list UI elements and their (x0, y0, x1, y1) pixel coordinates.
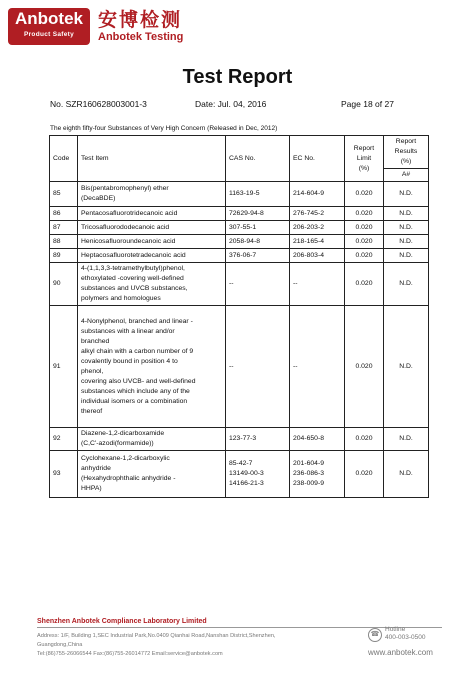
cell-test-item-line: Cyclohexane-1,2-dicarboxylic (81, 455, 170, 462)
cell-ec-line: 236-086-3 (293, 470, 324, 477)
cell-code-line: 87 (53, 223, 61, 231)
cell-result-line: N.D. (399, 280, 413, 287)
cell-test-item-line: (DecaBDE) (81, 195, 116, 202)
cell-test-item-line: substances and UVCB substances, (81, 285, 188, 292)
cell-ec (290, 263, 345, 306)
logo-english-name: Anbotek Testing (98, 31, 184, 43)
cell-result-line: N.D. (399, 251, 413, 259)
table-row (50, 428, 429, 451)
cell-test-item (78, 428, 226, 451)
cell-cas (226, 263, 290, 306)
company-logo (8, 8, 183, 45)
cell-test-item-line: alkyl chain with a carbon number of 9 (81, 347, 194, 355)
cell-test-item (78, 221, 226, 235)
cell-ec (290, 306, 345, 428)
cell-result (384, 451, 429, 498)
cell-code-line: 89 (53, 251, 61, 259)
cell-test-item-line: Pentacosafluorotridecanoic acid (81, 209, 178, 217)
table-row (50, 207, 429, 221)
cell-code-line: 88 (53, 237, 61, 245)
table-row (50, 235, 429, 249)
cell-limit-line: 0.020 (355, 223, 373, 231)
cell-result (384, 207, 429, 221)
cell-cas-line: -- (229, 280, 234, 287)
logo-wordmark (98, 9, 183, 44)
cell-test-item-line: ethoxylated -covering well-defined (81, 275, 184, 282)
cell-test-item-line: covalently bound in position 4 to (81, 357, 178, 365)
cell-limit (345, 182, 384, 207)
cell-limit-line: 0.020 (355, 435, 373, 442)
logo-tagline: Product Safety (23, 31, 75, 38)
cell-test-item-line: 4-(1,1,3,3-tetramethylbutyl)phenol, (81, 265, 185, 272)
cell-ec-line: 201-604-9 (293, 460, 324, 467)
cell-cas (226, 428, 290, 451)
logo-chinese-name: 安博检测 (98, 9, 183, 31)
cell-result (384, 235, 429, 249)
cell-limit-line: 0.020 (355, 362, 373, 370)
logo-brand: Anbotek (15, 9, 83, 28)
cell-result-line: N.D. (399, 190, 413, 197)
cell-code (50, 221, 78, 235)
cell-test-item (78, 182, 226, 207)
table-row (50, 263, 429, 306)
cell-result (384, 306, 429, 428)
cell-ec-line: 218-165-4 (293, 237, 324, 245)
cell-code (50, 451, 78, 498)
cell-result (384, 182, 429, 207)
page-title: Test Report (182, 66, 293, 88)
cell-code (50, 306, 78, 428)
cell-cas-line: 13149-00-3 (229, 470, 264, 477)
cell-cas (226, 306, 290, 428)
cell-test-item-line: HHPA) (81, 485, 102, 492)
cell-code (50, 207, 78, 221)
cell-ec-line: 214-604-9 (293, 190, 324, 197)
cell-cas (226, 182, 290, 207)
cell-ec-line: 206-203-2 (293, 223, 324, 231)
header-limit (345, 136, 384, 182)
table-body (50, 182, 429, 498)
cell-ec (290, 221, 345, 235)
cell-limit (345, 306, 384, 428)
cell-ec-line: 276-745-2 (293, 209, 324, 217)
header-limit-line3: (%) (358, 164, 370, 172)
cell-test-item-line: individual isomers or a combination (81, 397, 188, 405)
cell-limit (345, 428, 384, 451)
cell-result-line: N.D. (399, 237, 413, 245)
cell-ec-line: -- (293, 362, 298, 370)
cell-test-item (78, 263, 226, 306)
header-results (384, 136, 429, 169)
footer-address-line1: Address: 1/F, Building 1,SEC Industrial Park,No.0409 Qianhai Road,Nanshan District,Shenzhen, (37, 633, 276, 639)
cell-ec (290, 249, 345, 263)
header-cas: CAS No. (226, 136, 290, 182)
footer-address (37, 632, 276, 659)
header-limit-line1: Report (353, 144, 375, 152)
cell-cas (226, 235, 290, 249)
cell-limit-line: 0.020 (355, 470, 373, 477)
phone-icon: ☎ (368, 628, 382, 642)
cell-test-item-line: (Hexahydrophthalic anhydride - (81, 475, 176, 482)
cell-limit (345, 221, 384, 235)
header-test-item: Test Item (78, 136, 226, 182)
cell-test-item (78, 249, 226, 263)
cell-cas-line: 307-55-1 (229, 223, 257, 231)
cell-code-line: 93 (53, 470, 61, 477)
report-number: No. SZR160628003001-3 (50, 99, 147, 109)
cell-code (50, 249, 78, 263)
cell-test-item-line: covering also UVCB- and well-defined (81, 377, 196, 385)
cell-test-item (78, 451, 226, 498)
cell-test-item-line: substances which include any of the (81, 387, 190, 395)
cell-code-line: 92 (53, 435, 61, 442)
cell-cas (226, 221, 290, 235)
cell-test-item-line: Bis(pentabromophenyl) ether (81, 185, 169, 192)
header-ec: EC No. (290, 136, 345, 182)
cell-limit-line: 0.020 (355, 237, 373, 245)
cell-cas-line: 85-42-7 (229, 460, 253, 467)
cell-limit (345, 235, 384, 249)
cell-code-line: 86 (53, 209, 61, 217)
cell-cas-line: 123-77-3 (229, 435, 257, 442)
cell-test-item-line: (C,C'-azodi(formamide)) (81, 440, 154, 447)
cell-limit-line: 0.020 (355, 190, 373, 197)
table-row (50, 451, 429, 498)
cell-cas (226, 451, 290, 498)
cell-test-item-line: substances with a linear and/or (81, 327, 175, 335)
cell-cas-line: 72629-94-8 (229, 209, 264, 217)
logo-badge (8, 8, 90, 45)
header-sample: A# (384, 169, 429, 182)
table-row (50, 221, 429, 235)
cell-code-line: 91 (53, 362, 61, 370)
header-code: Code (50, 136, 78, 182)
cell-result-line: N.D. (399, 362, 413, 370)
cell-test-item-line: Tricosafluorododecanoic acid (81, 223, 170, 231)
header-limit-line2: Limit (356, 154, 372, 162)
table-row (50, 306, 429, 428)
cell-cas (226, 207, 290, 221)
table-row (50, 249, 429, 263)
cell-result-line: N.D. (399, 209, 413, 217)
cell-ec-line: 238-009-9 (293, 480, 324, 487)
cell-test-item-line: Henicosafluoroundecanoic acid (81, 237, 176, 245)
footer-hotline-label: Hotline (385, 626, 406, 633)
cell-limit (345, 451, 384, 498)
cell-ec-line: 204-650-8 (293, 435, 324, 442)
cell-cas (226, 249, 290, 263)
page-number: Page 18 of 27 (341, 99, 394, 109)
cell-ec (290, 428, 345, 451)
cell-code-line: 85 (53, 190, 61, 197)
footer-divider (37, 627, 442, 628)
cell-test-item-line: anhydride (81, 465, 111, 472)
cell-limit-line: 0.020 (355, 209, 373, 217)
cell-code (50, 428, 78, 451)
cell-limit (345, 263, 384, 306)
cell-result-line: N.D. (399, 223, 413, 231)
cell-code (50, 235, 78, 249)
cell-result-line: N.D. (399, 470, 413, 477)
cell-test-item-line: branched (81, 337, 110, 345)
header-results-line1: Report Results (394, 138, 418, 155)
cell-cas-line: -- (229, 362, 234, 370)
cell-limit (345, 249, 384, 263)
cell-limit (345, 207, 384, 221)
cell-result-line: N.D. (399, 435, 413, 442)
cell-limit-line: 0.020 (355, 251, 373, 259)
cell-test-item-line: polymers and homologues (81, 295, 161, 302)
cell-cas-line: 376-06-7 (229, 251, 257, 259)
svhc-table (49, 135, 429, 498)
footer-address-line2: Guangdong,China (37, 642, 83, 648)
cell-limit-line: 0.020 (355, 280, 373, 287)
header-results-line2: (%) (400, 158, 412, 165)
footer-hotline-number: 400-003-0500 (385, 634, 426, 641)
cell-code (50, 182, 78, 207)
footer-company: Shenzhen Anbotek Compliance Laboratory Limited (37, 618, 207, 625)
cell-cas-line: 14166-21-3 (229, 480, 264, 487)
cell-test-item (78, 207, 226, 221)
footer-hotline (385, 626, 425, 642)
footer-contact: Tel:(86)755-26066544 Fax:(86)755-26014772 Email:service@anbotek.com (37, 651, 223, 657)
cell-test-item (78, 306, 226, 428)
report-date: Date: Jul. 04, 2016 (195, 99, 267, 109)
cell-test-item-line: 4-Nonylphenol, branched and linear - (81, 317, 193, 325)
cell-test-item-line: thereof (81, 407, 103, 415)
table-caption: The eighth fifty-four Substances of Very High Concern (Released in Dec, 2012) (50, 125, 278, 132)
cell-test-item-line: Heptacosafluorotetradecanoic acid (81, 251, 186, 259)
cell-cas-line: 2058-94-8 (229, 237, 260, 245)
cell-ec (290, 235, 345, 249)
cell-cas-line: 1163-19-5 (229, 190, 260, 197)
cell-test-item-line: phenol, (81, 367, 104, 375)
cell-result (384, 221, 429, 235)
cell-result (384, 263, 429, 306)
cell-test-item (78, 235, 226, 249)
cell-code-line: 90 (53, 280, 61, 287)
cell-ec (290, 182, 345, 207)
cell-ec (290, 207, 345, 221)
cell-result (384, 428, 429, 451)
cell-code (50, 263, 78, 306)
footer-website: www.anbotek.com (368, 648, 433, 657)
cell-result (384, 249, 429, 263)
table-row (50, 182, 429, 207)
cell-ec (290, 451, 345, 498)
cell-ec-line: -- (293, 280, 298, 287)
cell-test-item-line: Diazene-1,2-dicarboxamide (81, 430, 165, 437)
cell-ec-line: 206-803-4 (293, 251, 324, 259)
